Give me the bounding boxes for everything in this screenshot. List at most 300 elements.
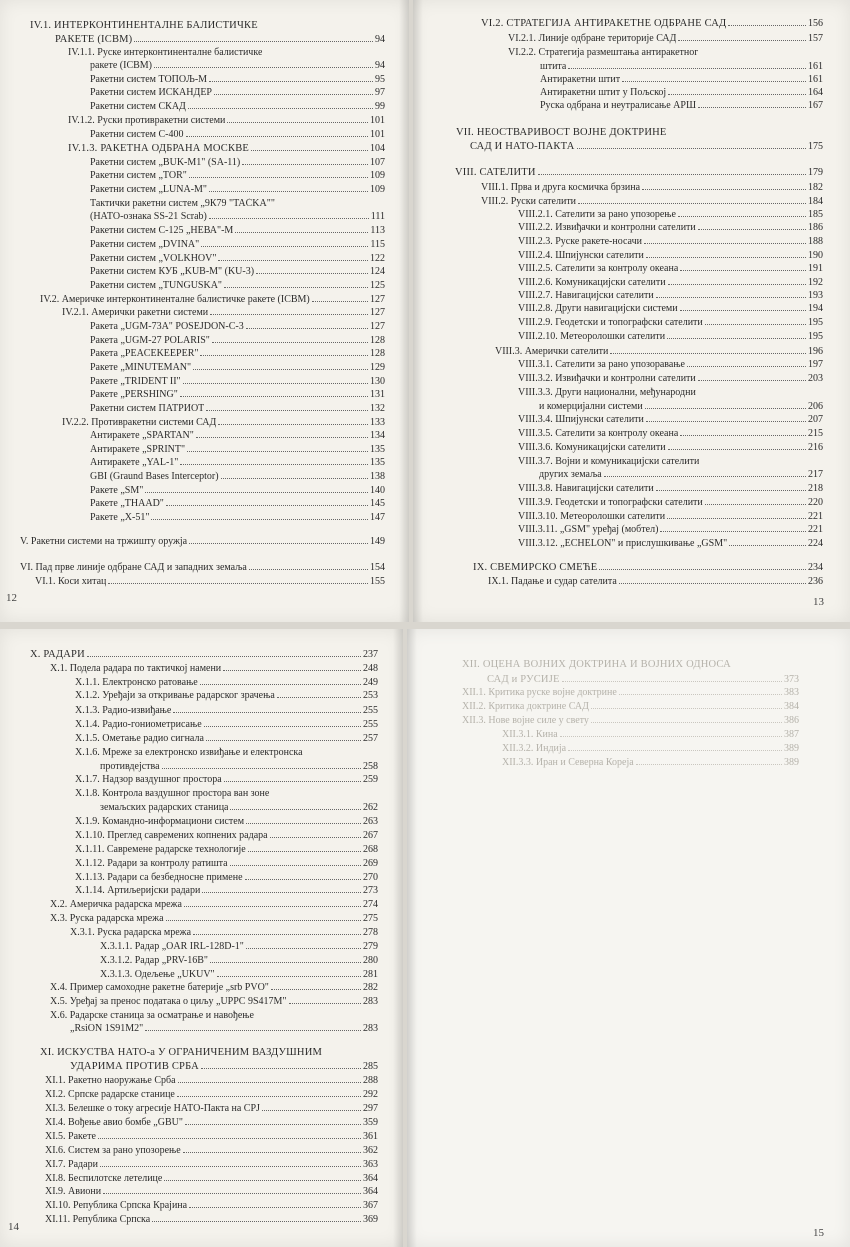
- toc-entry-title: Ракетни систем ПАТРИОТ: [90, 403, 205, 414]
- toc-page-number: 218: [808, 483, 823, 494]
- dot-leader: [538, 174, 806, 175]
- toc-entry: [50, 913, 378, 925]
- toc-page-number: 248: [363, 663, 378, 674]
- toc-entry: [20, 562, 385, 574]
- toc-entry: [75, 719, 378, 731]
- toc-entry-title: IV.1.1. Руске интерконтиненталне балистичке: [68, 47, 263, 58]
- toc-entry-title: X.1.14. Артиљеријски радари: [75, 885, 201, 896]
- toc-entry: [518, 236, 823, 248]
- toc-entry-title: Ракетни систем СКАД: [90, 101, 186, 112]
- toc-entry-title: VIII.3.6. Комуникацијски сателити: [518, 442, 666, 453]
- toc-page-number: 269: [363, 858, 378, 869]
- toc-page-number: 216: [808, 442, 823, 453]
- dot-leader: [262, 1110, 361, 1111]
- toc-entry: [508, 33, 823, 45]
- dot-leader: [189, 543, 368, 544]
- toc-entry: [90, 225, 385, 237]
- toc-entry: [45, 1214, 378, 1226]
- toc-page-number: 369: [363, 1214, 378, 1225]
- dot-leader: [249, 569, 368, 570]
- toc-entry: [481, 196, 823, 208]
- toc-entry: [75, 705, 378, 717]
- dot-leader: [214, 94, 373, 95]
- dot-leader: [668, 284, 806, 285]
- toc-entry-title: VIII.2.9. Геодетски и топографски сателити: [518, 317, 703, 328]
- toc-entry: [462, 715, 799, 727]
- dot-leader: [729, 545, 806, 546]
- toc-entry: [518, 209, 823, 221]
- toc-entry-title: VIII.2.10. Метеоролошки сателити: [518, 331, 666, 342]
- toc-entry-title: IV.1.3. РАКЕТНА ОДБРАНА МОСКВЕ: [68, 143, 250, 154]
- toc-entry-title: (НАТО-ознака SS-21 Scrab): [90, 211, 207, 222]
- toc-page-number: 138: [370, 471, 385, 482]
- dot-leader: [656, 490, 806, 491]
- toc-entry: [508, 47, 823, 59]
- toc-page-number: 362: [363, 1145, 378, 1156]
- toc-page-number: 128: [370, 335, 385, 346]
- page-number: 14: [8, 1221, 19, 1233]
- toc-page-number: 292: [363, 1089, 378, 1100]
- dot-leader: [180, 464, 368, 465]
- toc-entry-title: VI.2.1. Линије одбране територије САД: [508, 33, 677, 44]
- toc-entry: [518, 497, 823, 509]
- toc-entry: [70, 1023, 378, 1035]
- dot-leader: [173, 712, 361, 713]
- toc-entry-title: ракете (ICBM): [90, 60, 153, 71]
- toc-entry: [100, 802, 378, 814]
- dot-leader: [151, 519, 368, 520]
- toc-entry: [90, 498, 385, 510]
- toc-page-number: 364: [363, 1173, 378, 1184]
- toc-entry: [462, 701, 799, 713]
- dot-leader: [242, 164, 368, 165]
- toc-entry-title: XI.9. Авиони: [45, 1186, 102, 1197]
- toc-entry-title: IX. СВЕМИРСКО СМЕЋЕ: [473, 562, 598, 573]
- dot-leader: [678, 40, 806, 41]
- dot-leader: [728, 25, 806, 26]
- toc-entry: [62, 417, 385, 429]
- toc-entry-title: VIII.2.5. Сателити за контролу океана: [518, 263, 679, 274]
- dot-leader: [108, 583, 368, 584]
- toc-page-number: 95: [375, 74, 385, 85]
- page-number: 15: [813, 1227, 824, 1239]
- toc-entry: [75, 677, 378, 689]
- spine-shadow: [407, 629, 417, 1247]
- toc-entry-title: VIII.3.8. Навигацијски сателити: [518, 483, 654, 494]
- toc-entry: [50, 982, 378, 994]
- toc-page-number: 217: [808, 469, 823, 480]
- toc-page-number: 253: [363, 690, 378, 701]
- toc-entry: [90, 389, 385, 401]
- toc-entry: [90, 211, 385, 223]
- toc-entry: [90, 101, 385, 113]
- toc-entry-title: Ракета „PEACEKEEPER": [90, 348, 199, 359]
- toc-page-number: 127: [370, 321, 385, 332]
- dot-leader: [183, 1152, 361, 1153]
- toc-page-number: 185: [808, 209, 823, 220]
- toc-page-number: 237: [363, 649, 378, 660]
- toc-page-number: 107: [370, 157, 385, 168]
- toc-page-number: 194: [808, 303, 823, 314]
- toc-entry: [75, 844, 378, 856]
- toc-entry-title: Антиракете „YAL-1": [90, 457, 179, 468]
- toc-page-number: 127: [370, 307, 385, 318]
- dot-leader: [604, 476, 806, 477]
- toc-entry: [75, 733, 378, 745]
- dot-leader: [656, 297, 806, 298]
- toc-page-number: 147: [370, 512, 385, 523]
- toc-entry-title: Антиракете „SPRINT": [90, 444, 186, 455]
- toc-entry-title: X.2. Америчка радарска мрежа: [50, 899, 182, 910]
- toc-entry-title: VIII.2.6. Комуникацијски сателити: [518, 277, 666, 288]
- toc-entry-title: X.1.2. Уређаји за откривање радарског зрачења: [75, 690, 275, 701]
- toc-page-number: 280: [363, 955, 378, 966]
- toc-entry-title: X. РАДАРИ: [30, 649, 85, 660]
- toc-entry-title: IV.2.1. Амерички ракетни системи: [62, 307, 209, 318]
- toc-entry: [462, 659, 799, 671]
- dot-leader: [183, 383, 368, 384]
- toc-entry-title: Ракетни систем „TOR": [90, 170, 187, 181]
- toc-page-number: 132: [370, 403, 385, 414]
- toc-entry-title: Ракетни систем „TUNGUSKA": [90, 280, 223, 291]
- dot-leader: [646, 421, 806, 422]
- toc-entry-title: IV.2. Америчке интерконтиненталне балистичке ракете (ICBM): [40, 294, 310, 305]
- toc-page-number: 101: [370, 115, 385, 126]
- toc-entry: [90, 74, 385, 86]
- toc-entry-title: Ракетни систем С-125 „НЕВА"-М: [90, 225, 234, 236]
- toc-entry-title: XI.1. Ракетно наоружање Срба: [45, 1075, 176, 1086]
- toc-entry-title: X.1.4. Радио-гониометрисање: [75, 719, 202, 730]
- toc-page-number: 154: [370, 562, 385, 573]
- dot-leader: [134, 41, 373, 42]
- dot-leader: [218, 424, 368, 425]
- toc-page-number: 161: [808, 61, 823, 72]
- toc-entry-title: Тактички ракетни систем „9К79 "TAČKA"": [90, 198, 275, 209]
- dot-leader: [210, 962, 361, 963]
- dot-leader: [568, 750, 782, 751]
- toc-page-number: 94: [375, 60, 385, 71]
- toc-page-number: 249: [363, 677, 378, 688]
- toc-entry-title: X.3.1.3. Одељење „UKUV": [100, 969, 215, 980]
- dot-leader: [209, 191, 368, 192]
- toc-page-number: 257: [363, 733, 378, 744]
- toc-entry-title: X.3.1.1. Радар „OAR IRL-128D-1": [100, 941, 244, 952]
- toc-entry-title: VIII.2. Руски сателити: [481, 196, 577, 207]
- toc-entry: [462, 687, 799, 699]
- toc-entry-title: VIII.3.7. Војни и комуникацијски сателити: [518, 456, 700, 467]
- toc-entry-title: САД и РУСИЈЕ: [487, 674, 560, 685]
- toc-page-number: 221: [808, 511, 823, 522]
- dot-leader: [164, 1180, 361, 1181]
- toc-page-number: 109: [370, 184, 385, 195]
- toc-entry-title: и комерцијални системи: [539, 401, 643, 412]
- toc-page-number: 161: [808, 74, 823, 85]
- toc-entry: [30, 20, 385, 32]
- toc-entry: [473, 562, 823, 574]
- toc-entry-title: VIII.3.2. Извиђачки и контролни сателити: [518, 373, 696, 384]
- dot-leader: [642, 189, 806, 190]
- toc-entry-title: земаљских радарских станица: [100, 802, 229, 813]
- toc-entry: [539, 401, 823, 413]
- toc-entry: [45, 1173, 378, 1185]
- toc-entry-title: XII.2. Критика доктрине САД: [462, 701, 589, 712]
- dot-leader: [610, 353, 806, 354]
- dot-leader: [201, 246, 368, 247]
- dot-leader: [187, 451, 368, 452]
- toc-entry: [90, 239, 385, 251]
- toc-page-number: 157: [808, 33, 823, 44]
- dot-leader: [196, 437, 368, 438]
- toc-entry-title: XI.3. Белешке о току агресије НАТО-Пакта на СРЈ: [45, 1103, 260, 1114]
- toc-entry-title: VI.2. СТРАТЕГИЈА АНТИРАКЕТНЕ ОДБРАНЕ САД: [481, 18, 727, 29]
- toc-page-number: 270: [363, 872, 378, 883]
- toc-page-number: 135: [370, 457, 385, 468]
- dot-leader: [668, 449, 806, 450]
- dot-leader: [200, 684, 361, 685]
- dot-leader: [202, 892, 361, 893]
- toc-page-number: 156: [808, 18, 823, 29]
- toc-entry-title: VIII.2.4. Шпијунски сателити: [518, 250, 644, 261]
- toc-page-number: 145: [370, 498, 385, 509]
- dot-leader: [184, 906, 361, 907]
- dot-leader: [256, 273, 368, 274]
- toc-entry: [518, 303, 823, 315]
- toc-entry-title: САД И НАТО-ПАКТА: [470, 141, 575, 152]
- toc-entry: [518, 250, 823, 262]
- dot-leader: [87, 656, 361, 657]
- toc-entry-title: Ракете „PERSHING": [90, 389, 178, 400]
- toc-entry-title: VIII. САТЕЛИТИ: [455, 167, 536, 178]
- toc-page-number: 383: [784, 687, 799, 698]
- toc-entry-title: VIII.2.7. Навигацијски сателити: [518, 290, 654, 301]
- toc-entry-title: XI.7. Радари: [45, 1159, 98, 1170]
- dot-leader: [230, 809, 361, 810]
- toc-entry-title: Антиракете „SPARTAN": [90, 430, 194, 441]
- toc-page-number: 386: [784, 715, 799, 726]
- toc-entry-title: XII.3.2. Индија: [502, 743, 567, 754]
- toc-entry: [45, 1159, 378, 1171]
- toc-entry: [518, 331, 823, 343]
- toc-entry-title: других земаља: [539, 469, 602, 480]
- toc-entry-title: VII. НЕОСТВАРИВОСТ ВОЈНЕ ДОКТРИНЕ: [456, 127, 667, 138]
- dot-leader: [667, 338, 806, 339]
- toc-page-number: 192: [808, 277, 823, 288]
- toc-page-number: 195: [808, 331, 823, 342]
- toc-page-number: 274: [363, 899, 378, 910]
- toc-page-number: 384: [784, 701, 799, 712]
- dot-leader: [166, 920, 361, 921]
- toc-entry: [90, 321, 385, 333]
- toc-page-number: 195: [808, 317, 823, 328]
- toc-page-number: 279: [363, 941, 378, 952]
- toc-page-number: 179: [808, 167, 823, 178]
- dot-leader: [189, 177, 368, 178]
- toc-page-number: 297: [363, 1103, 378, 1114]
- dot-leader: [619, 694, 782, 695]
- toc-page-number: 215: [808, 428, 823, 439]
- toc-entry-title: VIII.2.2. Извиђачки и контролни сателити: [518, 222, 696, 233]
- dot-leader: [251, 150, 368, 151]
- toc-page-number: 373: [784, 674, 799, 685]
- toc-entry: [50, 899, 378, 911]
- toc-entry-title: Ракетни систем „LUNA-M": [90, 184, 208, 195]
- dot-leader: [246, 328, 368, 329]
- toc-entry-title: Ракета „UGM-73A" POSEJDON-C-3: [90, 321, 244, 332]
- toc-page-number: 361: [363, 1131, 378, 1142]
- toc-entry-title: X.1.1. Електронско ратовање: [75, 677, 198, 688]
- toc-page-number: 149: [370, 536, 385, 547]
- toc-entry: [45, 1075, 378, 1087]
- toc-page-number: 258: [363, 761, 378, 772]
- toc-entry-title: Ракетни систем „BUK-M1" (SA-11): [90, 157, 241, 168]
- toc-entry: [90, 266, 385, 278]
- toc-entry-title: X.1.12. Радари за контролу ратишта: [75, 858, 228, 869]
- toc-page-number: 188: [808, 236, 823, 247]
- page-14: [0, 629, 403, 1247]
- toc-entry: [518, 222, 823, 234]
- dot-leader: [98, 1138, 361, 1139]
- toc-page-number: 236: [808, 576, 823, 587]
- toc-entry: [100, 761, 378, 773]
- toc-entry: [90, 485, 385, 497]
- toc-page-number: 167: [808, 100, 823, 111]
- dot-leader: [678, 216, 806, 217]
- toc-entry: [45, 1200, 378, 1212]
- toc-entry: [68, 47, 385, 59]
- toc-page-number: 283: [363, 1023, 378, 1034]
- toc-entry-title: X.4. Пример самоходне ракетне батерије „srb PVO": [50, 982, 269, 993]
- dot-leader: [193, 369, 368, 370]
- dot-leader: [230, 865, 361, 866]
- toc-page-number: 135: [370, 444, 385, 455]
- dot-leader: [680, 435, 806, 436]
- dot-leader: [217, 976, 361, 977]
- toc-entry-title: V. Ракетни системи на тржишту оружја: [20, 536, 188, 547]
- dot-leader: [277, 697, 361, 698]
- toc-entry: [75, 830, 378, 842]
- dot-leader: [271, 989, 361, 990]
- toc-entry-title: штита: [540, 61, 567, 72]
- toc-page-number: 387: [784, 729, 799, 740]
- toc-page-number: 97: [375, 87, 385, 98]
- toc-entry-title: Ракетни систем ТОПОЉ-М: [90, 74, 208, 85]
- dot-leader: [221, 478, 368, 479]
- toc-entry: [100, 969, 378, 981]
- dot-leader: [200, 355, 368, 356]
- toc-entry: [75, 816, 378, 828]
- page-15: [407, 629, 850, 1247]
- toc-entry: [45, 1186, 378, 1198]
- toc-entry: [481, 182, 823, 194]
- toc-entry: [35, 576, 385, 588]
- toc-page-number: 268: [363, 844, 378, 855]
- toc-page-number: 224: [808, 538, 823, 549]
- toc-entry: [495, 346, 823, 358]
- toc-page-number: 221: [808, 524, 823, 535]
- dot-leader: [619, 583, 806, 584]
- toc-entry: [502, 743, 799, 755]
- dot-leader: [209, 81, 373, 82]
- toc-entry-title: Ракетни систем С-400: [90, 129, 184, 140]
- toc-entry-title: X.1.7. Надзор ваздушног простора: [75, 774, 222, 785]
- toc-entry-title: X.3.1.2. Радар „PRV-16B": [100, 955, 209, 966]
- toc-page-number: 285: [363, 1061, 378, 1072]
- toc-entry-title: GBI (Graund Bases Interceptor): [90, 471, 219, 482]
- toc-entry-title: VI. Пад прве линије одбране САД и западних земаља: [20, 562, 247, 573]
- toc-page-number: 175: [808, 141, 823, 152]
- toc-page-number: 94: [375, 34, 385, 45]
- toc-entry: [481, 18, 823, 30]
- toc-entry-title: IV.2.2. Противракетни системи САД: [62, 417, 217, 428]
- toc-page-number: 263: [363, 816, 378, 827]
- spine-shadow: [399, 0, 409, 622]
- toc-entry: [90, 471, 385, 483]
- page-12: [0, 0, 409, 622]
- toc-entry: [518, 359, 823, 371]
- dot-leader: [152, 1221, 361, 1222]
- toc-entry: [30, 649, 378, 661]
- toc-page-number: 203: [808, 373, 823, 384]
- toc-entry: [90, 170, 385, 182]
- dot-leader: [660, 531, 806, 532]
- toc-entry: [470, 141, 823, 153]
- dot-leader: [644, 243, 806, 244]
- toc-entry: [55, 34, 385, 46]
- toc-entry-title: XI.6. Систем за рано упозорење: [45, 1145, 181, 1156]
- toc-entry-title: X.1.11. Савремене радарске технологије: [75, 844, 246, 855]
- toc-entry: [518, 387, 823, 399]
- dot-leader: [246, 948, 361, 949]
- dot-leader: [622, 81, 806, 82]
- toc-entry-title: Ракета „UGM-27 POLARIS": [90, 335, 210, 346]
- dot-leader: [636, 764, 782, 765]
- toc-page-number: 115: [370, 239, 385, 250]
- dot-leader: [177, 1096, 361, 1097]
- page-number: 12: [6, 592, 17, 604]
- toc-entry-title: VIII.2.3. Руске ракете-носачи: [518, 236, 642, 247]
- toc-entry: [75, 747, 378, 759]
- dot-leader: [166, 505, 368, 506]
- toc-page-number: 128: [370, 348, 385, 359]
- toc-entry-title: XI.8. Беспилотске летелице: [45, 1173, 163, 1184]
- dot-leader: [206, 740, 361, 741]
- toc-entry-title: XI.4. Вођење авио бомбе „GBU": [45, 1117, 183, 1128]
- toc-entry-title: X.1.3. Радио-извиђање: [75, 705, 172, 716]
- toc-entry-title: VIII.3.10. Метеоролошки сателити: [518, 511, 666, 522]
- toc-entry: [75, 885, 378, 897]
- toc-entry: [90, 157, 385, 169]
- dot-leader: [680, 270, 806, 271]
- toc-entry: [502, 757, 799, 769]
- toc-entry-title: Ракете „THAAD": [90, 498, 164, 509]
- toc-page-number: 190: [808, 250, 823, 261]
- toc-entry: [68, 115, 385, 127]
- dot-leader: [245, 879, 361, 880]
- toc-entry-title: X.1.9. Командно-информациони систем: [75, 816, 245, 827]
- toc-entry: [518, 373, 823, 385]
- toc-page-number: 186: [808, 222, 823, 233]
- toc-entry: [62, 307, 385, 319]
- toc-entry-title: Ракете „MINUTEMAN": [90, 362, 192, 373]
- dot-leader: [103, 1193, 361, 1194]
- dot-leader: [591, 722, 782, 723]
- toc-entry: [518, 483, 823, 495]
- toc-entry-title: X.1.13. Радари са безбедносне примене: [75, 872, 243, 883]
- toc-entry-title: VIII.3.1. Сателити за рано упозоравање: [518, 359, 685, 370]
- toc-page-number: 129: [370, 362, 385, 373]
- toc-entry: [455, 167, 823, 179]
- toc-page-number: 197: [808, 359, 823, 370]
